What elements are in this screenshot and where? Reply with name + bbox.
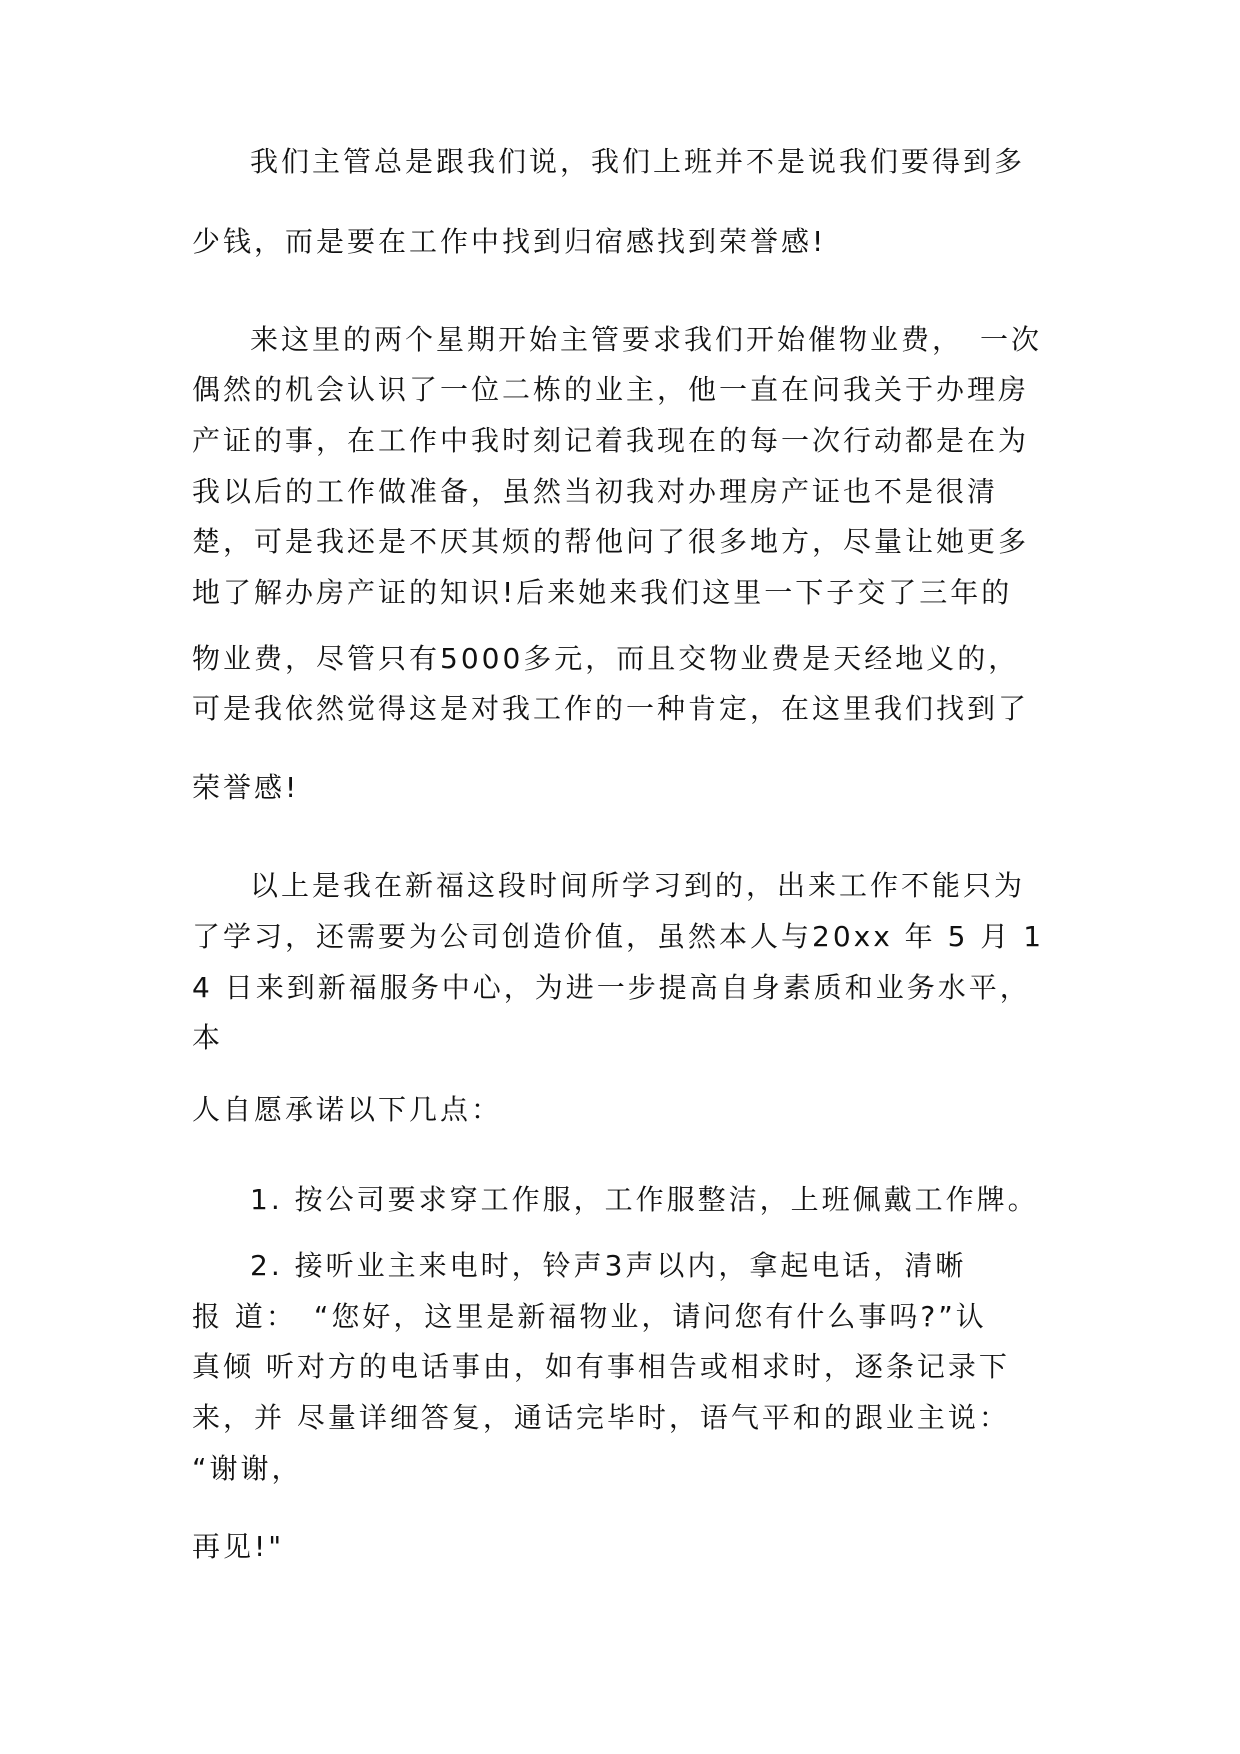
text-line: 我们主管总是跟我们说，我们上班并不是说我们要得到多 bbox=[250, 145, 1026, 178]
text-line: 楚，可是我还是不厌其烦的帮他问了很多地方，尽量让她更多 bbox=[192, 525, 1030, 558]
text-line: 物业费，尽管只有5000多元，而且交物业费是天经地义的， bbox=[192, 642, 1020, 675]
text-line: 地了解办房产证的知识!后来她来我们这里一下子交了三年的 bbox=[192, 576, 1013, 609]
text-line: 可是我依然觉得这是对我工作的一种肯定，在这里我们找到了 bbox=[192, 692, 1030, 725]
text-line: 荣誉感! bbox=[192, 771, 300, 804]
text-line: 我以后的工作做准备，虽然当初我对办理房产证也不是很清 bbox=[192, 475, 999, 508]
text-line: 产证的事，在工作中我时刻记着我现在的每一次行动都是在为 bbox=[192, 424, 1030, 457]
text-line: 偶然的机会认识了一位二栋的业主，他一直在问我关于办理房 bbox=[192, 373, 1030, 406]
list-item: 2. 接听业主来电时，铃声3声以内，拿起电话，清晰 bbox=[250, 1249, 967, 1282]
text-line: 4 日来到新福服务中心，为进一步提高自身素质和业务水平， bbox=[192, 971, 1031, 1004]
text-line: 再见!" bbox=[192, 1530, 285, 1563]
text-line: 来，并 尽量详细答复，通话完毕时，语气平和的跟业主说： bbox=[192, 1401, 1010, 1434]
text-line: 本 bbox=[192, 1021, 224, 1054]
text-line: 真倾 听对方的电话事由，如有事相告或相求时，逐条记录下 bbox=[192, 1350, 1010, 1383]
list-item: 1. 按公司要求穿工作服，工作服整洁，上班佩戴工作牌。 bbox=[250, 1183, 1039, 1216]
text-line: “谢谢， bbox=[192, 1452, 303, 1485]
text-line: 少钱，而是要在工作中找到归宿感找到荣誉感! bbox=[192, 225, 827, 258]
text-line: 了学习，还需要为公司创造价值，虽然本人与20xx 年 5 月 1 bbox=[192, 920, 1045, 953]
text-line: 以上是我在新福这段时间所学习到的，出来工作不能只为 bbox=[250, 869, 1026, 902]
text-line: 报 道： “您好，这里是新福物业，请问您有什么事吗?”认 bbox=[192, 1300, 987, 1333]
text-line: 人自愿承诺以下几点： bbox=[192, 1093, 503, 1126]
text-line: 来这里的两个星期开始主管要求我们开始催物业费， 一次 bbox=[250, 323, 1043, 356]
